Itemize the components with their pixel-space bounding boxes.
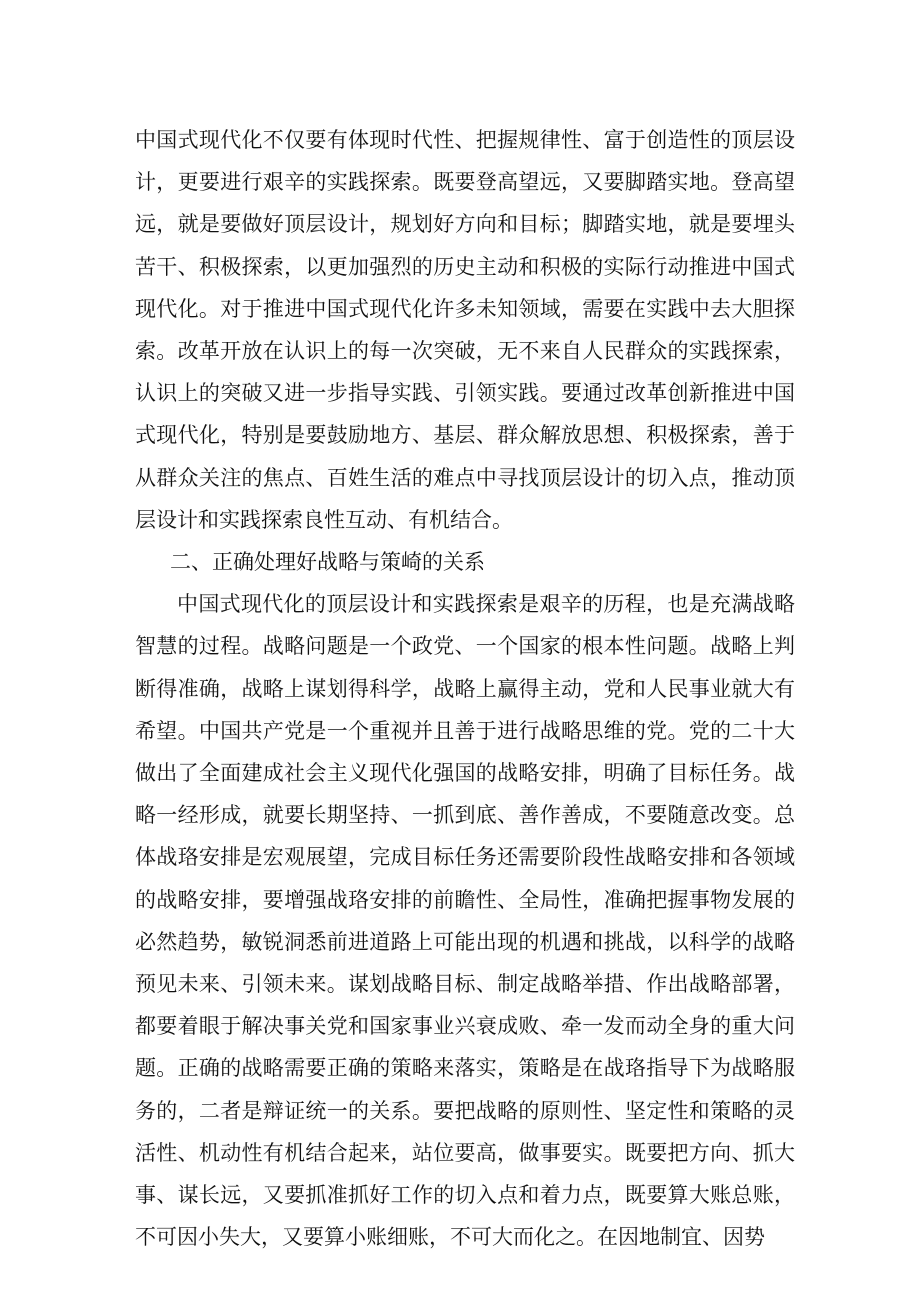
section-heading: 二、正确处理好战略与策崎的关系 — [170, 550, 485, 575]
body-paragraph-1: 中国式现代化不仅要有体现时代性、把握规律性、富于创造性的顶层设计，更要进行艰辛的实践探索。既要登高望远，又要脚踏实地。登高望远，就是要做好顶层设计，规划好方向和目标；脚踏实地，就是要埋头苦干、积极探索，以更加强烈的历史主动和积极的实际行动推进中国式现代化。对于推进中国式现代化许多未知领域，需要在实践中去大胆探索。改革开放在认识上的每一次突破，无不来自人民群众的实践探索，认识上的突破又进一步指导实践、引领实践。要通过改革创新推进中国式现代化，特别是要鼓励地方、基层、群众解放思想、积极探索，善于从群众关注的焦点、百姓生活的难点中寻找顶层设计的切入点，推动顶层设计和实践探索良性互动、有机结合。 — [135, 128, 795, 532]
body-paragraph-2: 中国式现代化的顶层设计和实践探索是艰辛的历程，也是充满战略智慧的过程。战略问题是一个政党、一个国家的根本性问题。战略上判断得准确，战略上谋划得科学，战略上赢得主动，党和人民事业就大有希望。中国共产党是一个重视并且善于进行战略思维的党。党的二十大做出了全面建成社会主义现代化强国的战略安排，明确了目标任务。战略一经形成，就要长期坚持、一抓到底、善作善成，不要随意改变。总体战珞安排是宏观展望，完成目标任务还需要阶段性战略安排和各领域的战略安排，要增强战珞安排的前瞻性、全局性，准确把握事物发展的必然趋势，敏锐洞悉前进道路上可能出现的机遇和挑战，以科学的战略预见未来、引领未来。谋划战略目标、制定战略举措、作出战略部署，都要着眼于解决事关党和国家事业兴衰成败、牵一发而动全身的重大问题。正确的战略需要正确的策略来落实，策略是在战珞指导下为战略服务的，二者是辩证统一的关系。要把战略的原则性、坚定性和策略的灵活性、机动性有机结合起来，站位要高，做事要实。既要把方向、抓大事、谋长远，又要抓准抓好工作的切入点和着力点，既要算大账总账，不可因小失大，又要算小账细账，不可大而化之。在因地制宜、因势 — [135, 592, 795, 1250]
document-body — [135, 119, 795, 1258]
